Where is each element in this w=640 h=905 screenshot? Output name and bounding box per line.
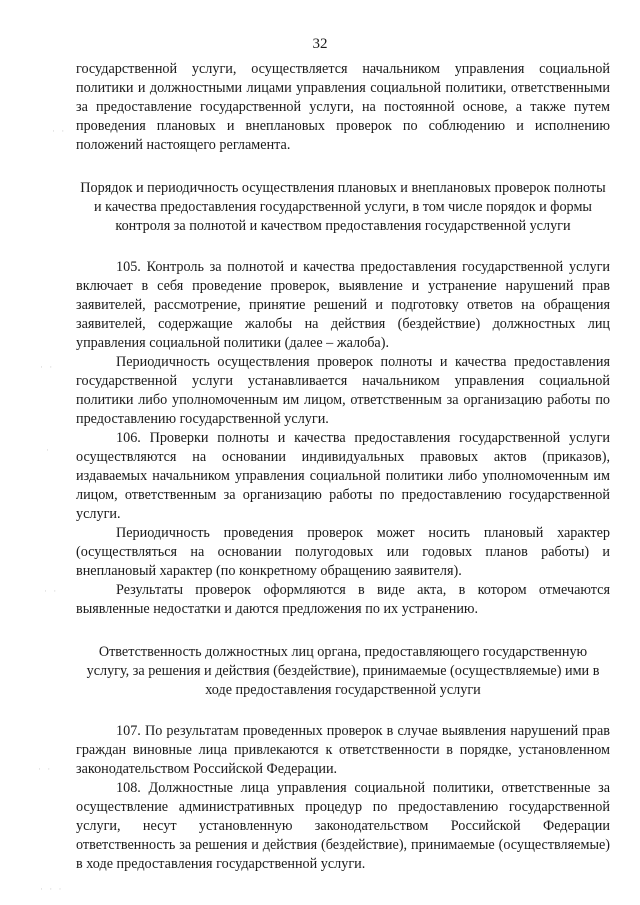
- section-heading-responsibility: Ответственность должностных лиц органа, предоставляющего государственную услугу, за решения и действия (бездействие), принимаемые (осуществляемые) ими в ходе предоставления государственной услуги: [86, 644, 600, 698]
- paragraph-105: 105. Контроль за полнотой и качества предоставления государственной услуги включает в себя проведение проверок, выявление и устранение нарушений прав заявителей, рассмотрение, принятие решений и подготовку ответов на обращения заявителей, содержащие жалобы на действия (бездействие) должностных лиц управления социальной политики (далее – жалоба).: [76, 259, 610, 351]
- paragraph-106-periodicity: Периодичность проведения проверок может носить плановый характер (осуществляться на основании полугодовых или годовых планов работы) и внеплановый характер (по конкретному обращению заявителя).: [76, 525, 610, 579]
- page-number: 32: [312, 36, 328, 52]
- paragraph-108: 108. Должностные лица управления социальной политики, ответственные за осуществление административных процедур по предоставлению государственной услуги, несут установленную законодательством Российской Федерации ответственность за решения и действия (бездействие), принимаемые (осуществляемые) в ходе предоставления государственной услуги.: [76, 780, 610, 872]
- scan-artifact: · ·: [52, 126, 67, 136]
- paragraph-107: 107. По результатам проведенных проверок в случае выявления нарушений прав граждан виновные лица привлекаются к ответственности в порядке, установленном законодательством Российской Федерации.: [76, 723, 610, 777]
- document-body: [76, 60, 610, 874]
- scan-artifact: · ·: [38, 764, 53, 774]
- section-heading-control: Порядок и периодичность осуществления плановых и внеплановых проверок полноты и качества предоставления государственной услуги, в том числе порядок и формы контроля за полнотой и качеством предоставления государственной услуги: [80, 180, 606, 234]
- paragraph-106-results: Результаты проверок оформляются в виде акта, в котором отмечаются выявленные недостатки и даются предложения по их устранению.: [76, 582, 610, 617]
- scan-artifact: · ·: [40, 362, 55, 372]
- paragraph-105-periodicity: Периодичность осуществления проверок полноты и качества предоставления государственной услуги устанавливается начальником управления социальной политики либо уполномоченным им лицом, ответственным за организацию работы по предоставлению государственной услуги.: [76, 354, 610, 427]
- intro-paragraph: государственной услуги, осуществляется начальником управления социальной политики и должностными лицами управления социальной политики, ответственными за предоставление государственной услуги, на постоянной основе, а также путем проведения плановых и внеплановых проверок по соблюдению и исполнению положений настоящего регламента.: [76, 61, 610, 153]
- scan-artifact: ·: [46, 445, 51, 455]
- scan-artifact: · · ·: [40, 884, 64, 894]
- scan-artifact: · ·: [44, 586, 59, 596]
- paragraph-106: 106. Проверки полноты и качества предоставления государственной услуги осуществляются на основании индивидуальных правовых актов (приказов), издаваемых начальником управления социальной политики либо уполномоченным им лицом, ответственным за организацию работы по предоставлению государственной услуги.: [76, 430, 610, 522]
